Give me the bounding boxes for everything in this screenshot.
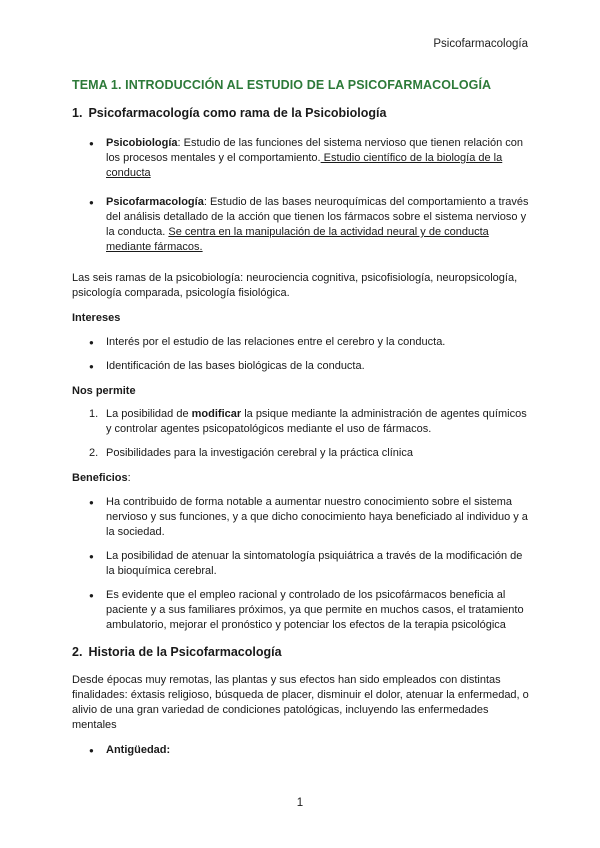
list-item: ● Es evidente que el empleo racional y controlado de los psicofármacos beneficia al paciente y a sus familiares próximos, ya que permite en muchos casos, el tratamiento ambulatorio, mejorar el pronóstico y potenciar los efectos de la terapia psicológica <box>72 588 532 633</box>
history-list <box>72 743 532 758</box>
intereses-label: Intereses <box>72 312 121 324</box>
list-item: ● La posibilidad de atenuar la sintomatología psiquiátrica a través de la modificación de la bioquímica cerebral. <box>72 549 532 579</box>
text: la psique mediante la administración de agentes químicos y controlar agentes psicopatológicos mediante el uso de fármacos. <box>106 408 527 435</box>
list-number: 1. <box>89 408 99 420</box>
section-2-heading <box>72 645 532 659</box>
definition-text: : Estudio de las bases neuroquímicas del comportamiento a través del análisis detallado de la acción que tienen los fármacos sobre el sistema nervioso y la conducta. <box>106 196 529 238</box>
list-number: 2. <box>89 447 99 459</box>
history-paragraph: Desde épocas muy remotas, las plantas y sus efectos han sido empleados con distintas finalidades: éxtasis religioso, búsqueda de placer, disminuir el dolor, atenuar la enfermedad, o alivio de una gran variedad de condiciones patológicas, incluyendo las enfermedades mentales <box>72 674 529 731</box>
intereses-list <box>72 335 532 374</box>
beneficios-label-text: Beneficios <box>72 472 128 484</box>
underlined-text: Estudio científico de la biología de la conducta <box>106 152 503 179</box>
section-1-title: Psicofarmacología como rama de la Psicobiología <box>88 106 387 120</box>
beneficios-list <box>72 495 532 633</box>
definition-psicofarmacologia <box>72 195 532 255</box>
section-2-title: Historia de la Psicofarmacología <box>88 645 282 659</box>
branches-paragraph: Las seis ramas de la psicobiología: neurociencia cognitiva, psicofisiología, neuropsicología, psicología comparada, psicología fisiológica. <box>72 272 518 299</box>
section-1-number: 1. <box>72 106 83 120</box>
list-item: ● Identificación de las bases biológicas de la conducta. <box>72 359 532 374</box>
page-content <box>72 78 532 758</box>
list-item <box>72 407 532 437</box>
underlined-text: Se centra en la manipulación de la actividad neural y de conducta mediante fármacos. <box>106 226 489 253</box>
text: Posibilidades para la investigación cerebral y la práctica clínica <box>106 447 413 459</box>
nos-permite-label: Nos permite <box>72 385 136 397</box>
term-psicofarmacologia: Psicofarmacología <box>106 196 204 208</box>
antiguedad-label: Antigüedad: <box>106 744 171 756</box>
section-2-number: 2. <box>72 645 83 659</box>
beneficios-label <box>72 471 532 486</box>
nos-permite-list <box>72 407 532 461</box>
list-item <box>72 446 532 461</box>
document-title: TEMA 1. INTRODUCCIÓN AL ESTUDIO DE LA PSICOFARMACOLOGÍA <box>72 78 492 92</box>
list-item: ● Ha contribuido de forma notable a aumentar nuestro conocimiento sobre el sistema nervioso y sus funciones, y a que dicho conocimiento haya beneficiado al individuo y a la sociedad. <box>72 495 532 540</box>
definition-text: : Estudio de las funciones del sistema nervioso que tienen relación con los procesos mentales y el comportamiento. <box>106 137 524 164</box>
page-number: 1 <box>296 797 304 809</box>
colon: : <box>127 472 131 484</box>
definitions-list <box>72 136 532 255</box>
running-header: Psicofarmacología <box>433 38 528 50</box>
list-item <box>72 743 532 758</box>
text: La posibilidad de <box>106 408 192 420</box>
list-item: ● Interés por el estudio de las relaciones entre el cerebro y la conducta. <box>72 335 532 350</box>
definition-psicobiologia <box>72 136 532 181</box>
bold-text: modificar <box>191 408 242 420</box>
term-psicobiologia: Psicobiología <box>106 137 178 149</box>
section-1-heading <box>72 106 532 120</box>
